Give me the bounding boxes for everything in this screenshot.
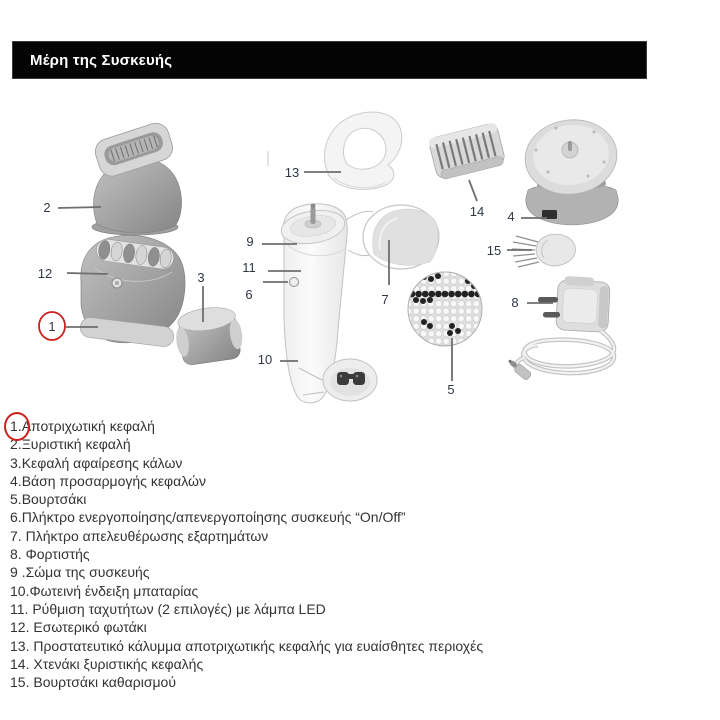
- list-item-text: Φορτιστής: [21, 546, 90, 563]
- diagram-label-8: 8: [511, 295, 519, 310]
- section-header-bar: [12, 41, 647, 79]
- list-item-number: 13.: [10, 637, 30, 654]
- diagram-label-3: 3: [197, 270, 205, 285]
- list-item: [10, 618, 710, 636]
- epilation-head-figure: [79, 235, 185, 347]
- list-item-text: Σώμα της συσκευής: [25, 564, 150, 581]
- list-item-number: 8.: [10, 546, 22, 563]
- battery-indicator-zoom-figure: [323, 359, 377, 401]
- release-button-zoom-figure: [363, 205, 439, 269]
- list-item: [10, 600, 710, 618]
- shaver-head-figure: [92, 120, 182, 235]
- list-item: [10, 454, 710, 472]
- list-item-number: 5.: [10, 491, 22, 508]
- diagram-label-5: 5: [447, 382, 455, 397]
- list-item-number: 14.: [10, 655, 30, 672]
- list-item-number: 7.: [10, 527, 22, 544]
- list-item: [10, 563, 710, 581]
- list-item-number: 1.: [10, 418, 22, 434]
- leader-line-2: [58, 207, 101, 208]
- list-item-text: Βουρτσάκι: [21, 491, 87, 508]
- parts-diagram: [0, 95, 720, 415]
- callus-head-figure: [172, 304, 245, 367]
- list-item-text: Προστατευτικό κάλυμμα αποτριχωτικής κεφαλής για ευαίσθητες περιοχές: [29, 637, 484, 654]
- charger-figure: [506, 276, 614, 381]
- adapter-base-figure: [521, 115, 621, 225]
- list-item: [10, 545, 710, 563]
- list-item-text: Αποτριχωτική κεφαλή: [21, 418, 155, 434]
- list-item-number: 15.: [10, 674, 30, 691]
- parts-list: [10, 417, 710, 691]
- list-item-number: 4.: [10, 472, 22, 489]
- list-item: [10, 472, 710, 490]
- list-item-text: Βάση προσαρμογής κεφαλών: [21, 472, 206, 489]
- list-item-number: 3.: [10, 454, 22, 471]
- list-item: [10, 417, 710, 435]
- list-item-text: Εσωτερικό φωτάκι: [29, 619, 147, 636]
- list-item: [10, 490, 710, 508]
- diagram-label-2: 2: [43, 200, 51, 215]
- page-title: Μέρη της Συσκευής: [30, 51, 173, 69]
- leader-line-12: [67, 273, 108, 274]
- list-item: [10, 673, 710, 691]
- shaver-comb-figure: [428, 122, 506, 181]
- diagram-label-7: 7: [381, 292, 389, 307]
- list-item-text: Βουρτσάκι καθαρισμού: [29, 674, 176, 691]
- list-item-number: 9 .: [10, 564, 26, 581]
- list-item-number: 10.: [10, 582, 30, 599]
- protective-cover-figure: [325, 112, 402, 189]
- list-item: [10, 582, 710, 600]
- brush-head-zoom-figure: [408, 272, 482, 346]
- list-item-text: Πλήκτρο απελευθέρωσης εξαρτημάτων: [21, 527, 269, 544]
- list-item-number: 11.: [10, 600, 29, 617]
- diagram-label-10: 10: [257, 352, 273, 367]
- list-item-text: Ρύθμιση ταχυτήτων (2 επιλογές) με λάμπα LED: [28, 600, 326, 617]
- list-item-text: Ξυριστική κεφαλή: [21, 436, 131, 453]
- diagram-label-4: 4: [507, 209, 515, 224]
- diagram-label-12: 12: [37, 266, 53, 281]
- diagram-label-13: 13: [284, 165, 300, 180]
- list-item-text: Πλήκτρο ενεργοποίησης/απενεργοποίησης συσκευής “On/Off”: [21, 509, 406, 526]
- list-item: [10, 527, 710, 545]
- leader-line-14: [469, 180, 477, 201]
- list-item: [10, 637, 710, 655]
- list-item-text: Φωτεινή ένδειξη μπαταρίας: [29, 582, 199, 599]
- diagram-label-15: 15: [486, 243, 502, 258]
- list-item-text: Χτενάκι ξυριστικής κεφαλής: [29, 655, 204, 672]
- list-item-text: Κεφαλή αφαίρεσης κάλων: [21, 454, 183, 471]
- list-item: [10, 508, 710, 526]
- list-item: [10, 435, 710, 453]
- list-item-number: 2.: [10, 436, 22, 453]
- diagram-label-9: 9: [246, 234, 254, 249]
- list-item: [10, 655, 710, 673]
- list-item-number: 12.: [10, 619, 30, 636]
- diagram-label-11: 11: [242, 260, 256, 275]
- diagram-label-14: 14: [469, 204, 485, 219]
- on-off-button-detail: [290, 278, 299, 287]
- diagram-label-1: 1: [48, 319, 56, 334]
- list-item-number: 6.: [10, 509, 22, 526]
- diagram-label-6: 6: [245, 287, 253, 302]
